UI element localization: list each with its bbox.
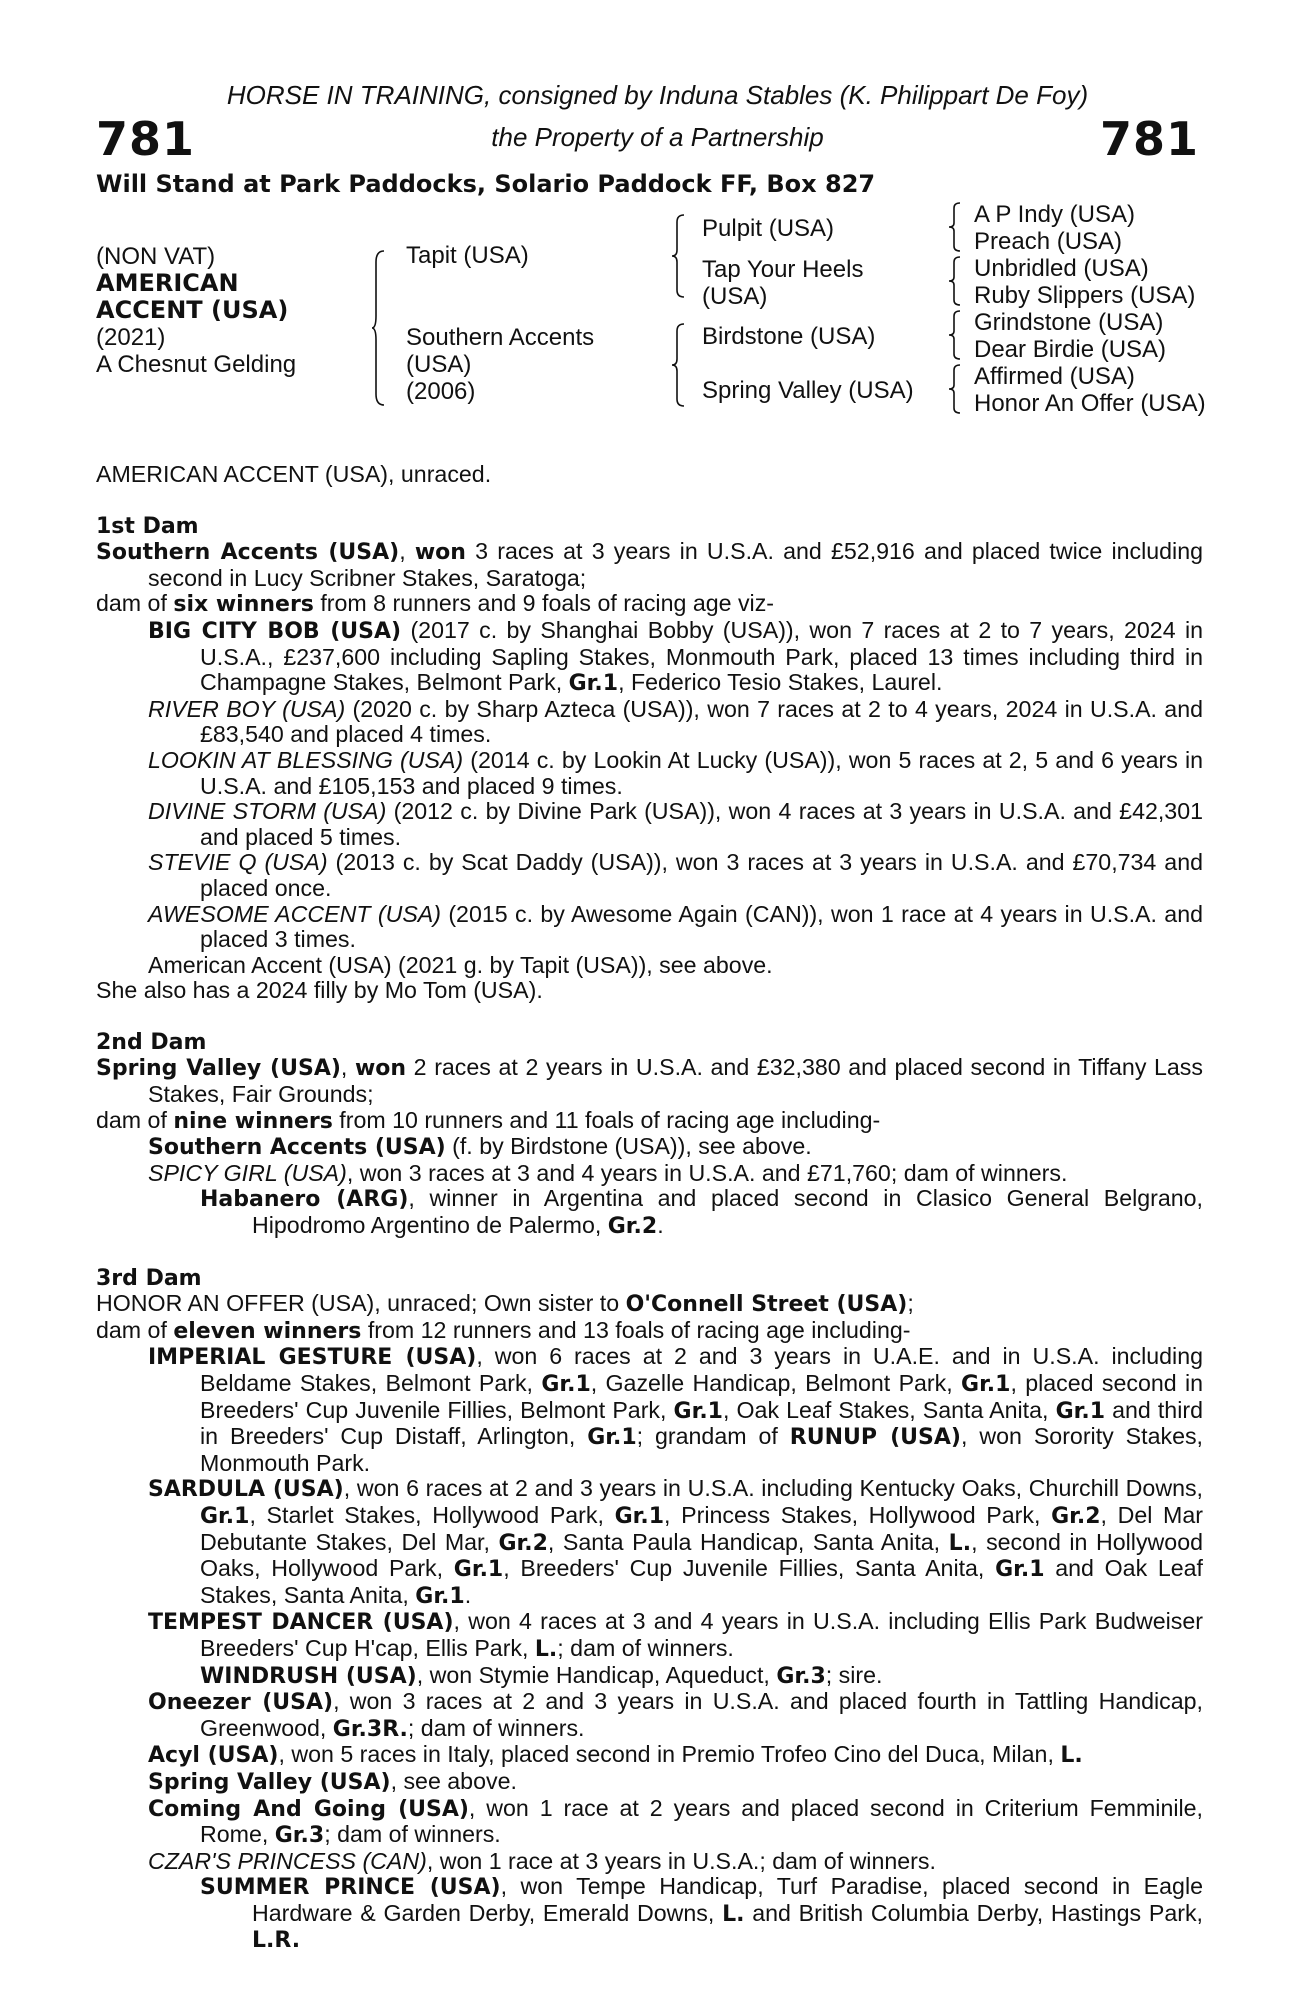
- horse-name: SUMMER PRINCE (USA): [200, 1875, 501, 1901]
- grade: Gr.1: [1055, 1398, 1105, 1424]
- text: American Accent (USA) (2021 g. by Tapit (USA)), see above.: [148, 951, 773, 978]
- text: , Princess Stakes, Hollywood Park,: [664, 1501, 1052, 1528]
- second-dam-heading: 2nd Dam: [96, 1029, 207, 1055]
- sire-dam-line1: Tap Your Heels: [702, 256, 864, 283]
- text: and British Columbia Derby, Hastings Park,: [744, 1899, 1203, 1926]
- pedigree-brace: [948, 202, 962, 252]
- text: (2015 c. by Awesome Again (CAN)), won 1 race at 4 years in U.S.A. and placed 3 times.: [200, 900, 1203, 953]
- pedigree-brace: [672, 323, 686, 407]
- text: and Oak Leaf Stakes, Santa Anita,: [200, 1555, 1204, 1608]
- won-label: won: [354, 1056, 407, 1082]
- first-dam-name: Southern Accents (USA): [96, 540, 400, 566]
- horse-name: Spring Valley (USA): [148, 1769, 391, 1795]
- text: dam of: [96, 1316, 174, 1343]
- text: ; grandam of: [636, 1423, 790, 1450]
- text: (2020 c. by Sharp Azteca (USA)), won 7 races at 2 to 4 years, 2024 in U.S.A. and £83,540 and placed 4 times.: [200, 695, 1203, 748]
- text: , Breeders' Cup Juvenile Fillies, Santa Anita,: [503, 1555, 996, 1582]
- vat-status: (NON VAT): [96, 243, 216, 270]
- text: and third in Breeders' Cup Distaff, Arlington,: [200, 1396, 1203, 1450]
- pedigree-brace: [372, 250, 386, 406]
- grade: L.: [948, 1530, 972, 1556]
- grade: Gr.1: [961, 1372, 1011, 1397]
- produce-entry: [96, 1134, 1203, 1161]
- horse-name-line2: ACCENT (USA): [96, 296, 289, 324]
- grade: Gr.1: [541, 1372, 591, 1397]
- record-text: 3 races at 3 years in U.S.A. and £52,916 and placed twice including second in Lucy Scribner Stakes, Saratoga;: [148, 538, 1203, 591]
- text: , Del Mar Debutante Stakes, Del Mar,: [200, 1501, 1203, 1555]
- first-dam-heading: 1st Dam: [96, 513, 199, 539]
- winners-count: six winners: [173, 592, 314, 618]
- ggp-3: Unbridled (USA): [974, 255, 1149, 282]
- produce-entry: [96, 799, 1203, 850]
- text: ; sire.: [825, 1661, 883, 1688]
- horse-name: AWESOME ACCENT (USA): [148, 900, 441, 927]
- grade: Gr.1: [995, 1557, 1045, 1583]
- text: from 8 runners and 9 foals of racing age viz-: [313, 590, 775, 617]
- produce-entry: [96, 1161, 1203, 1187]
- text: , Gazelle Handicap, Belmont Park,: [590, 1370, 962, 1396]
- pedigree-brace: [672, 214, 686, 298]
- produce-entry: [96, 1874, 1203, 1954]
- horse-name: O'Connell Street (USA): [625, 1292, 908, 1318]
- produce-entry: [96, 1344, 1203, 1476]
- pedigree-brace: [948, 364, 962, 414]
- text: , placed second in Breeders' Cup Juvenile Fillies, Belmont Park,: [200, 1370, 1204, 1423]
- grade: Gr.3: [274, 1823, 325, 1849]
- text: , won 4 races at 3 and 4 years in U.S.A. including Ellis Park Budweiser Breeders' Cup H'cap, Ellis Park,: [200, 1608, 1203, 1661]
- text: .: [657, 1212, 664, 1239]
- grade: Gr.2: [607, 1214, 658, 1240]
- horse-name: STEVIE Q (USA): [148, 849, 328, 876]
- horse-name: CZAR'S PRINCESS (CAN): [148, 1847, 427, 1874]
- second-dam-produce-summary: [96, 1108, 1203, 1135]
- third-dam-heading: 3rd Dam: [96, 1265, 202, 1291]
- horse-name: Coming And Going (USA): [148, 1796, 469, 1822]
- record-text: 2 races at 2 years in U.S.A. and £32,380 and placed second in Tiffany Lass Stakes, Fair Grounds;: [148, 1054, 1203, 1108]
- text: (2012 c. by Divine Park (USA)), won 4 races at 3 years in U.S.A. and £42,301 and placed 5 times.: [200, 798, 1203, 850]
- horse-description: A Chesnut Gelding: [96, 351, 297, 378]
- produce-entry: [96, 1742, 1203, 1769]
- sire-name: Tapit (USA): [406, 242, 529, 269]
- text: dam of: [96, 590, 174, 617]
- horse-name: SARDULA (USA): [148, 1477, 344, 1503]
- text: , won 6 races at 2 and 3 years in U.S.A. including Kentucky Oaks, Churchill Downs,: [343, 1475, 1203, 1502]
- text: , Santa Paula Handicap, Santa Anita,: [547, 1528, 949, 1555]
- horse-name-line1: AMERICAN: [96, 269, 239, 297]
- lot-number-right: 781: [1099, 112, 1199, 166]
- grade: Gr.1: [568, 671, 619, 697]
- grade: Gr.2: [1051, 1503, 1101, 1529]
- text: ;: [907, 1290, 914, 1317]
- text: ; dam of winners.: [557, 1634, 734, 1661]
- horse-name: Habanero (ARG): [200, 1187, 409, 1213]
- horse-name: TEMPEST DANCER (USA): [148, 1610, 454, 1636]
- text: , won Tempe Handicap, Turf Paradise, placed second in Eagle Hardware & Garden Derby, Emerald Downs,: [252, 1873, 1203, 1926]
- ggp-2: Preach (USA): [974, 228, 1123, 255]
- ownership-line: the Property of a Partnership: [491, 122, 824, 152]
- text: (2013 c. by Scat Daddy (USA)), won 3 races at 3 years in U.S.A. and £70,734 and placed once.: [200, 849, 1203, 901]
- stand-location: Will Stand at Park Paddocks, Solario Paddock FF, Box 827: [96, 170, 876, 198]
- horse-name: Southern Accents (USA): [148, 1135, 446, 1161]
- horse-name: RIVER BOY (USA): [148, 695, 346, 722]
- horse-name: Oneezer (USA): [148, 1690, 334, 1716]
- text: HONOR AN OFFER (USA), unraced; Own sister to: [96, 1290, 626, 1317]
- winners-count: nine winners: [173, 1108, 333, 1134]
- horse-name: Acyl (USA): [148, 1743, 279, 1769]
- pedigree-brace: [948, 310, 962, 360]
- text: , won 1 race at 2 years and placed second in Criterium Femminile, Rome,: [200, 1794, 1203, 1848]
- grade: L.: [722, 1901, 745, 1927]
- grade: Gr.2: [498, 1530, 548, 1556]
- lot-number-left: 781: [96, 112, 196, 166]
- grade: Gr.1: [200, 1503, 250, 1529]
- pedigree-brace: [948, 256, 962, 306]
- grade: Gr.1: [453, 1557, 504, 1583]
- text: , Oak Leaf Stakes, Santa Anita,: [722, 1396, 1056, 1423]
- ggp-8: Honor An Offer (USA): [974, 390, 1206, 417]
- grade: Gr.1: [614, 1503, 665, 1529]
- text: from 12 runners and 13 foals of racing age including-: [361, 1316, 911, 1343]
- grade: Gr.3: [776, 1663, 826, 1689]
- produce-entry: SARDULA (USA), won 6 races at 2 and 3 years in U.S.A. including Kentucky Oaks, Churchill Downs, Gr.1, Starlet Stakes, Hollywood Park, Gr.1, Princess Stakes, Hollywood Park, Gr.2, Del Mar Debutante Stakes, Del Mar, Gr.2, Santa Paula Handicap, Santa Anita, L., second in Hollywood Oaks, Hollywood Park, Gr.1, Breeders' Cup Juvenile Fillies, Santa Anita, Gr.1 and Oak Leaf Stakes, Santa Anita, Gr.1.: [148, 1475, 1204, 1609]
- produce-entry: [96, 850, 1203, 901]
- grade: L.R.: [252, 1928, 301, 1954]
- second-dam-name: Spring Valley (USA): [96, 1056, 341, 1082]
- horse-summary: AMERICAN ACCENT (USA), unraced.: [96, 461, 492, 487]
- produce-entry: [96, 902, 1203, 953]
- horse-name: IMPERIAL GESTURE (USA): [148, 1345, 477, 1371]
- winners-count: eleven winners: [173, 1318, 362, 1344]
- text: dam of: [96, 1106, 174, 1133]
- text: , won 3 races at 3 and 4 years in U.S.A. and £71,760; dam of winners.: [346, 1159, 1068, 1186]
- dam-name-line1: Southern Accents: [406, 324, 595, 351]
- produce-entry: [96, 748, 1203, 799]
- horse-name: BIG CITY BOB (USA): [148, 618, 402, 644]
- grade: L.: [534, 1636, 558, 1662]
- text: , won Stymie Handicap, Aqueduct,: [416, 1661, 777, 1688]
- grade: Gr.3R.: [332, 1716, 408, 1742]
- text: , Federico Tesio Stakes, Laurel.: [618, 669, 943, 696]
- horse-name: DIVINE STORM (USA): [148, 798, 387, 825]
- third-dam-record: [96, 1291, 1203, 1318]
- grade: Gr.1: [673, 1398, 723, 1424]
- second-dam-record: Spring Valley (USA), won 2 races at 2 years in U.S.A. and £32,380 and placed second in Tiffany Lass Stakes, Fair Grounds;: [96, 1054, 1203, 1108]
- horse-name: SPICY GIRL (USA): [148, 1159, 347, 1186]
- dam-dam: Spring Valley (USA): [702, 377, 914, 404]
- text: , won 1 race at 3 years in U.S.A.; dam of winners.: [426, 1847, 936, 1874]
- ggp-4: Ruby Slippers (USA): [974, 282, 1196, 309]
- produce-entry: [96, 1849, 1203, 1875]
- text: , second in Hollywood Oaks, Hollywood Park,: [200, 1528, 1203, 1582]
- third-dam-produce-summary: [96, 1318, 1203, 1345]
- dam-name-line2: (USA): [406, 351, 472, 378]
- ggp-5: Grindstone (USA): [974, 309, 1164, 336]
- text: , won 6 races at 2 and 3 years in U.A.E. and in U.S.A. including Beldame Stakes, Belmont Park,: [200, 1343, 1203, 1396]
- text: ; dam of winners.: [324, 1821, 501, 1848]
- text: , Starlet Stakes, Hollywood Park,: [249, 1501, 615, 1528]
- text: (2017 c. by Shanghai Bobby (USA)), won 7 races at 2 to 7 years, 2024 in U.S.A., £237,600 including Sapling Stakes, Monmouth Park, placed 13 times including third in Champagne Stakes, Belmont Park,: [200, 616, 1204, 696]
- text: , won 5 races in Italy, placed second in Premio Trofeo Cino del Duca, Milan,: [278, 1741, 1061, 1768]
- produce-entry: [96, 1609, 1203, 1662]
- dam-sire: Birdstone (USA): [702, 323, 876, 350]
- produce-entry: [96, 618, 1203, 697]
- produce-entry: [96, 1689, 1203, 1742]
- won-label: won: [414, 540, 466, 566]
- horse-name: RUNUP (USA): [789, 1425, 961, 1451]
- ggp-1: A P Indy (USA): [974, 201, 1135, 228]
- produce-entry: [96, 1186, 1203, 1239]
- ggp-7: Affirmed (USA): [974, 363, 1135, 390]
- text: , won 3 races at 2 and 3 years in U.S.A. and placed fourth in Tattling Handicap, Greenwood,: [200, 1688, 1203, 1741]
- catalogue-body: [96, 462, 1203, 1954]
- ggp-6: Dear Birdie (USA): [974, 336, 1167, 363]
- horse-name: LOOKIN AT BLESSING (USA): [148, 746, 464, 773]
- grade: Gr.1: [587, 1425, 637, 1451]
- produce-entry: [96, 1769, 1203, 1796]
- grade: Gr.1: [415, 1583, 465, 1609]
- consignor-line: HORSE IN TRAINING, consigned by Induna Stables (K. Philippart De Foy): [226, 80, 1089, 110]
- additional-produce: She also has a 2024 filly by Mo Tom (USA).: [96, 977, 543, 1004]
- text: (2014 c. by Lookin At Lucky (USA)), won 5 races at 2, 5 and 6 years in U.S.A. and £105,153 and placed 9 times.: [200, 746, 1203, 799]
- first-dam-produce-summary: [96, 591, 1203, 618]
- text: (f. by Birdstone (USA)), see above.: [445, 1133, 812, 1160]
- grade: L.: [1060, 1743, 1083, 1769]
- produce-entry: [96, 1796, 1203, 1849]
- text: , winner in Argentina and placed second in Clasico General Belgrano, Hipodromo Argentino de Palermo,: [252, 1185, 1203, 1239]
- sire-sire: Pulpit (USA): [702, 215, 835, 242]
- text: from 10 runners and 11 foals of racing age including-: [332, 1106, 881, 1133]
- text: , see above.: [390, 1767, 517, 1794]
- produce-entry: [96, 953, 1203, 979]
- horse-name: WINDRUSH (USA): [200, 1663, 417, 1689]
- produce-entry: [96, 1663, 1203, 1690]
- dam-foaling-year: (2006): [406, 378, 476, 405]
- foaling-year: (2021): [96, 324, 166, 351]
- produce-entry: [96, 697, 1203, 748]
- sire-dam-line2: (USA): [702, 283, 768, 310]
- first-dam-record: Southern Accents (USA), won 3 races at 3 years in U.S.A. and £52,916 and placed twice including second in Lucy Scribner Stakes, Saratoga;: [96, 538, 1203, 591]
- text: ; dam of winners.: [407, 1714, 585, 1741]
- text: , won Sorority Stakes, Monmouth Park.: [200, 1423, 1203, 1476]
